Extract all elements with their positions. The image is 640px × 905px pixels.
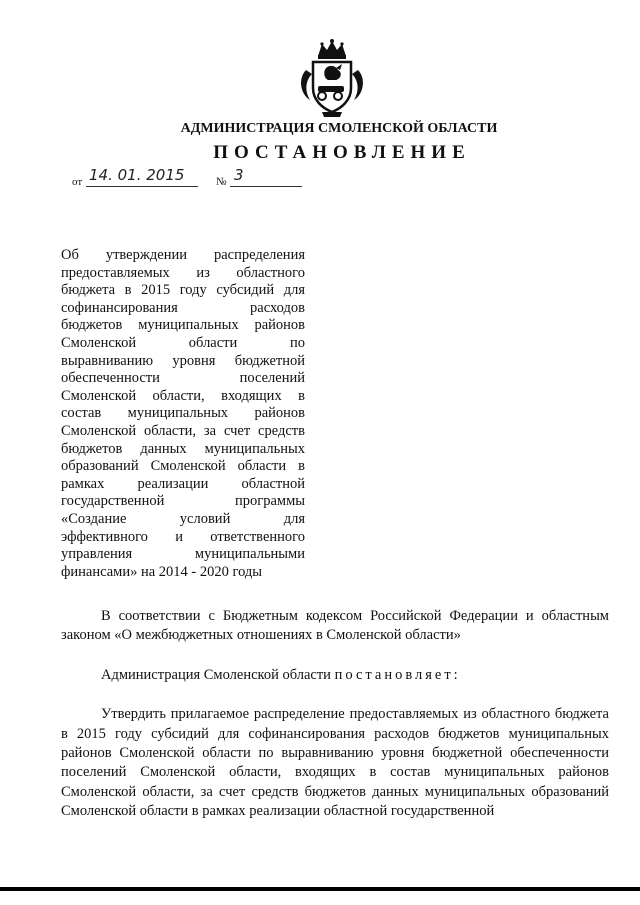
resolution-verb: постановляет: bbox=[334, 666, 461, 683]
document-subject bbox=[61, 247, 305, 581]
subject-line: состав муниципальных районов bbox=[61, 405, 305, 422]
subject-line: предоставляемых из областного bbox=[61, 264, 305, 281]
subject-line: «Создание условий для bbox=[61, 510, 305, 527]
subject-line: Смоленской области по bbox=[61, 334, 305, 351]
date-underline bbox=[86, 186, 198, 187]
body-paragraph-resolution bbox=[61, 666, 609, 685]
subject-line: рамках реализации областной bbox=[61, 475, 305, 492]
organization-name: АДМИНИСТРАЦИЯ СМОЛЕНСКОЙ ОБЛАСТИ bbox=[180, 121, 498, 136]
subject-line: выравниванию уровня бюджетной bbox=[61, 352, 305, 369]
subject-line: эффективного и ответственного bbox=[61, 528, 305, 545]
body-paragraph-legal-basis: В соответствии с Бюджетным кодексом Российской Федерации и областным законом «О межбюджетных отношениях в Смоленской области» bbox=[61, 608, 609, 644]
subject-line: образований Смоленской области в bbox=[61, 458, 305, 475]
handwritten-date: 14. 01. 2015 bbox=[89, 166, 185, 184]
handwritten-number: 3 bbox=[234, 166, 244, 184]
subject-line: бюджета в 2015 году субсидий для bbox=[61, 282, 305, 299]
subject-line: бюджетов муниципальных районов bbox=[61, 317, 305, 334]
subject-line: софинансирования расходов bbox=[61, 299, 305, 316]
body-paragraph-approval: Утвердить прилагаемое распределение предоставляемых из областного бюджета в 2015 году субсидий для софинансирования расходов бюджетов муниципальных районов Смоленской области по выравниванию уровня бюджетной обеспеченности поселений Смоленской области, входящих в состав муниципальных районов Смоленской области, за счет средств бюджетов данных муниципальных образований Смоленской области в рамках реализации областной государственной bbox=[61, 706, 609, 820]
document-type-title: ПОСТАНОВЛЕНИЕ bbox=[213, 142, 471, 163]
subject-line: управления муниципальными bbox=[61, 546, 305, 563]
resolving-authority: Администрация Смоленской области bbox=[101, 666, 331, 683]
number-underline bbox=[230, 186, 302, 187]
subject-line: Об утверждении распределения bbox=[61, 247, 305, 263]
bottom-page-rule bbox=[0, 887, 640, 891]
document-body bbox=[61, 607, 609, 822]
date-prefix-label: от bbox=[72, 176, 83, 188]
date-number-line bbox=[72, 164, 312, 188]
smolensk-coat-of-arms-icon bbox=[296, 38, 368, 118]
subject-line: финансами» на 2014 - 2020 годы bbox=[61, 563, 263, 580]
number-label: № bbox=[216, 176, 227, 188]
subject-line: Смоленской области, за счет средств bbox=[61, 422, 305, 439]
subject-line: бюджетов данных муниципальных bbox=[61, 440, 305, 457]
subject-line: государственной программы bbox=[61, 493, 305, 510]
subject-line: Смоленской области, входящих в bbox=[61, 387, 305, 404]
subject-line: обеспеченности поселений bbox=[61, 370, 305, 387]
